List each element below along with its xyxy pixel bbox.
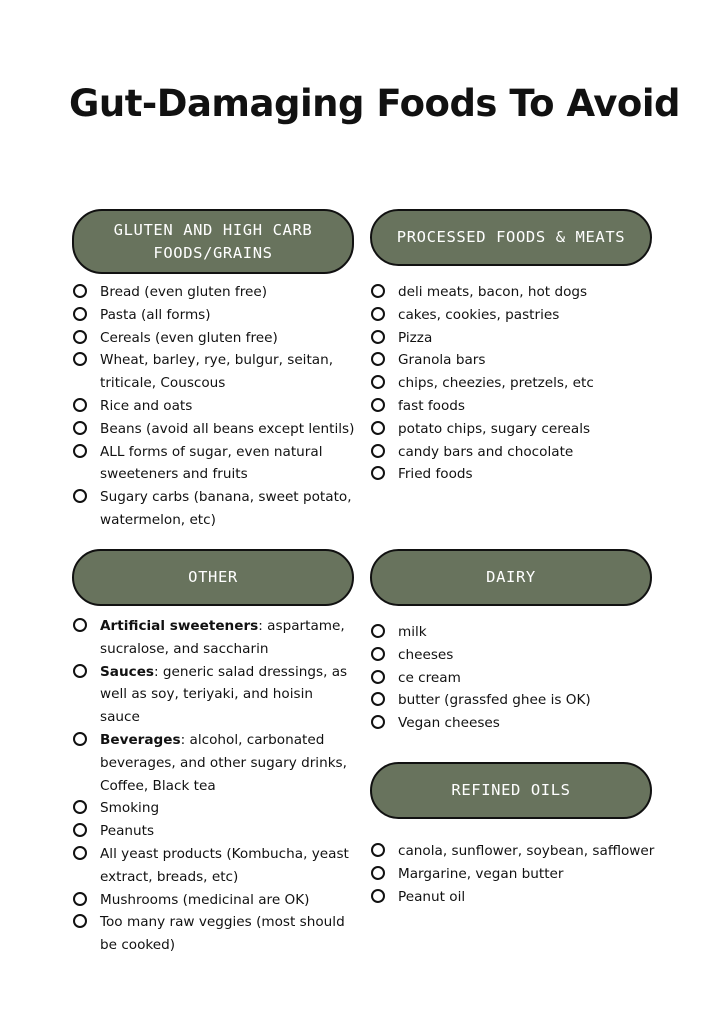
- list-item: Too many raw veggies (most should be cooked): [72, 911, 357, 957]
- list-item: Pasta (all forms): [72, 304, 357, 327]
- oils-heading-text: REFINED OILS: [451, 781, 571, 799]
- list-item: Vegan cheeses: [370, 712, 660, 735]
- list-item: Rice and oats: [72, 395, 357, 418]
- list-item: ALL forms of sugar, even natural sweeteners and fruits: [72, 441, 357, 487]
- other-heading-text: OTHER: [188, 568, 238, 586]
- checkbox-circle-icon[interactable]: [73, 352, 87, 366]
- list-item: Smoking: [72, 797, 357, 820]
- list-item: butter (grassfed ghee is OK): [370, 689, 660, 712]
- list-item: deli meats, bacon, hot dogs: [370, 281, 660, 304]
- dairy-section-heading: [370, 549, 652, 606]
- checkbox-circle-icon[interactable]: [371, 866, 385, 880]
- list-item: ce cream: [370, 667, 660, 690]
- list-item: Beverages: alcohol, carbonated beverages, and other sugary drinks, Coffee, Black tea: [72, 729, 357, 797]
- list-item: potato chips, sugary cereals: [370, 418, 660, 441]
- list-item: Peanut oil: [370, 886, 670, 909]
- list-item: Sauces: generic salad dressings, as well as soy, teriyaki, and hoisin sauce: [72, 661, 357, 729]
- list-item: Pizza: [370, 327, 660, 350]
- oils-section-heading: [370, 762, 652, 819]
- checkbox-circle-icon[interactable]: [371, 670, 385, 684]
- dairy-list: [370, 621, 660, 735]
- checkbox-circle-icon[interactable]: [73, 892, 87, 906]
- list-item: Granola bars: [370, 349, 660, 372]
- checkbox-circle-icon[interactable]: [371, 352, 385, 366]
- gluten-heading-line2: FOODS/GRAINS: [153, 243, 273, 262]
- checkbox-circle-icon[interactable]: [73, 846, 87, 860]
- checkbox-circle-icon[interactable]: [73, 330, 87, 344]
- checkbox-circle-icon[interactable]: [73, 823, 87, 837]
- list-item: chips, cheezies, pretzels, etc: [370, 372, 660, 395]
- checkbox-circle-icon[interactable]: [371, 375, 385, 389]
- checkbox-circle-icon[interactable]: [73, 444, 87, 458]
- list-item: Bread (even gluten free): [72, 281, 357, 304]
- checkbox-circle-icon[interactable]: [73, 664, 87, 678]
- list-item: Fried foods: [370, 463, 660, 486]
- checkbox-circle-icon[interactable]: [73, 489, 87, 503]
- checkbox-circle-icon[interactable]: [73, 307, 87, 321]
- list-item: Wheat, barley, rye, bulgur, seitan, triticale, Couscous: [72, 349, 357, 395]
- checkbox-circle-icon[interactable]: [73, 732, 87, 746]
- list-item: candy bars and chocolate: [370, 441, 660, 464]
- processed-heading-text: PROCESSED FOODS & MEATS: [396, 228, 626, 246]
- list-item: Peanuts: [72, 820, 357, 843]
- checkbox-circle-icon[interactable]: [73, 284, 87, 298]
- dairy-heading-text: DAIRY: [486, 568, 536, 586]
- checkbox-circle-icon[interactable]: [73, 421, 87, 435]
- list-item: milk: [370, 621, 660, 644]
- checkbox-circle-icon[interactable]: [371, 284, 385, 298]
- list-item: Margarine, vegan butter: [370, 863, 670, 886]
- checkbox-circle-icon[interactable]: [371, 444, 385, 458]
- checkbox-circle-icon[interactable]: [371, 466, 385, 480]
- checkbox-circle-icon[interactable]: [371, 330, 385, 344]
- checkbox-circle-icon[interactable]: [371, 715, 385, 729]
- list-item: All yeast products (Kombucha, yeast extract, breads, etc): [72, 843, 357, 889]
- checkbox-circle-icon[interactable]: [371, 307, 385, 321]
- list-item: Sugary carbs (banana, sweet potato, watermelon, etc): [72, 486, 357, 532]
- list-item: Cereals (even gluten free): [72, 327, 357, 350]
- page-title: Gut-Damaging Foods To Avoid: [69, 82, 680, 125]
- other-list: [72, 615, 357, 957]
- checkbox-circle-icon[interactable]: [371, 647, 385, 661]
- checkbox-circle-icon[interactable]: [371, 692, 385, 706]
- processed-list: [370, 281, 660, 486]
- checkbox-circle-icon[interactable]: [73, 914, 87, 928]
- checkbox-circle-icon[interactable]: [73, 398, 87, 412]
- processed-section-heading: [370, 209, 652, 266]
- checkbox-circle-icon[interactable]: [371, 624, 385, 638]
- checkbox-circle-icon[interactable]: [371, 889, 385, 903]
- list-item: cheeses: [370, 644, 660, 667]
- checkbox-circle-icon[interactable]: [73, 800, 87, 814]
- oils-list: [370, 840, 670, 908]
- checkbox-circle-icon[interactable]: [73, 618, 87, 632]
- checkbox-circle-icon[interactable]: [371, 843, 385, 857]
- list-item: Artificial sweeteners: aspartame, sucralose, and saccharin: [72, 615, 357, 661]
- list-item: Beans (avoid all beans except lentils): [72, 418, 357, 441]
- checkbox-circle-icon[interactable]: [371, 398, 385, 412]
- gluten-heading-line1: GLUTEN AND HIGH CARB: [113, 220, 313, 239]
- list-item: canola, sunflower, soybean, safflower: [370, 840, 670, 863]
- gluten-section-heading: [72, 209, 354, 274]
- list-item: cakes, cookies, pastries: [370, 304, 660, 327]
- gluten-list: [72, 281, 357, 532]
- list-item: Mushrooms (medicinal are OK): [72, 889, 357, 912]
- list-item: fast foods: [370, 395, 660, 418]
- other-section-heading: [72, 549, 354, 606]
- checkbox-circle-icon[interactable]: [371, 421, 385, 435]
